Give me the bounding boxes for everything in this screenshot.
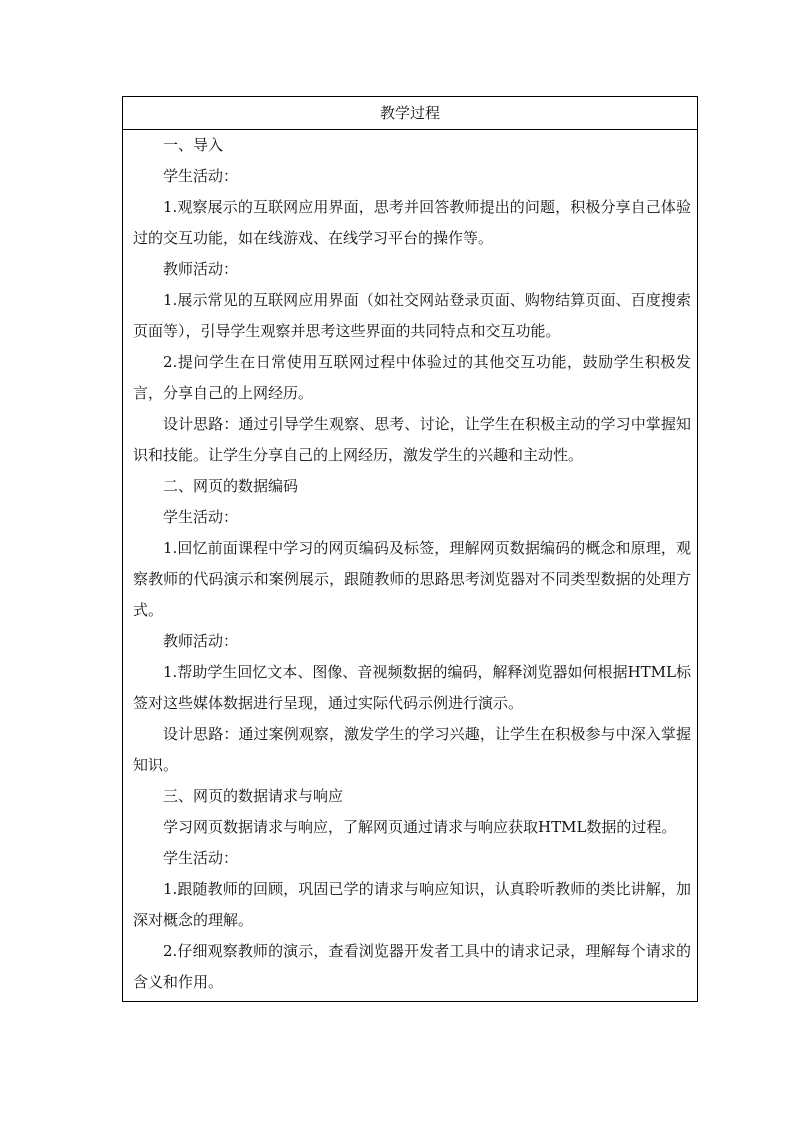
student-activity-label: 学生活动：: [163, 167, 239, 185]
section-title-data-encoding: 二、网页的数据编码: [163, 477, 299, 495]
paragraph: 1.回忆前面课程中学习的网页编码及标签，理解网页数据编码的概念和原理，观察教师的代码演示和案例展示，跟随教师的思路思考浏览器对不同类型数据的处理方式。: [133, 539, 691, 619]
student-activity-label: 学生活动：: [163, 849, 239, 867]
teacher-activity-label: 教师活动：: [163, 632, 239, 650]
paragraph: 1.跟随教师的回顾，巩固已学的请求与响应知识，认真聆听教师的类比讲解，加深对概念的理解。: [133, 880, 691, 929]
paragraph: 2.仔细观察教师的演示，查看浏览器开发者工具中的请求记录，理解每个请求的含义和作用。: [133, 942, 691, 991]
paragraph: 1.观察展示的互联网应用界面，思考并回答教师提出的问题，积极分享自己体验过的交互功能，如在线游戏、在线学习平台的操作等。: [133, 198, 691, 247]
table-header: 教学过程: [123, 97, 697, 130]
paragraph: 2.提问学生在日常使用互联网过程中体验过的其他交互功能，鼓励学生积极发言，分享自己的上网经历。: [133, 353, 691, 402]
teaching-process-table: [122, 96, 698, 1002]
design-idea-paragraph: 设计思路：通过引导学生观察、思考、讨论，让学生在积极主动的学习中掌握知识和技能。让学生分享自己的上网经历，激发学生的兴趣和主动性。: [133, 415, 691, 464]
section-title-request-response: 三、网页的数据请求与响应: [163, 787, 344, 805]
paragraph: 1.展示常见的互联网应用界面（如社交网站登录页面、购物结算页面、百度搜索页面等），引导学生观察并思考这些界面的共同特点和交互功能。: [133, 291, 691, 340]
teacher-activity-label: 教师活动：: [163, 260, 239, 278]
table-body: [123, 130, 697, 998]
design-idea-paragraph: 设计思路：通过案例观察，激发学生的学习兴趣，让学生在积极参与中深入掌握知识。: [133, 725, 691, 774]
paragraph: 学习网页数据请求与响应，了解网页通过请求与响应获取HTML数据的过程。: [163, 818, 677, 836]
section-title-intro: 一、导入: [163, 136, 224, 154]
student-activity-label: 学生活动：: [163, 508, 239, 526]
paragraph: 1.帮助学生回忆文本、图像、音视频数据的编码，解释浏览器如何根据HTML标签对这些媒体数据进行呈现，通过实际代码示例进行演示。: [133, 663, 691, 712]
